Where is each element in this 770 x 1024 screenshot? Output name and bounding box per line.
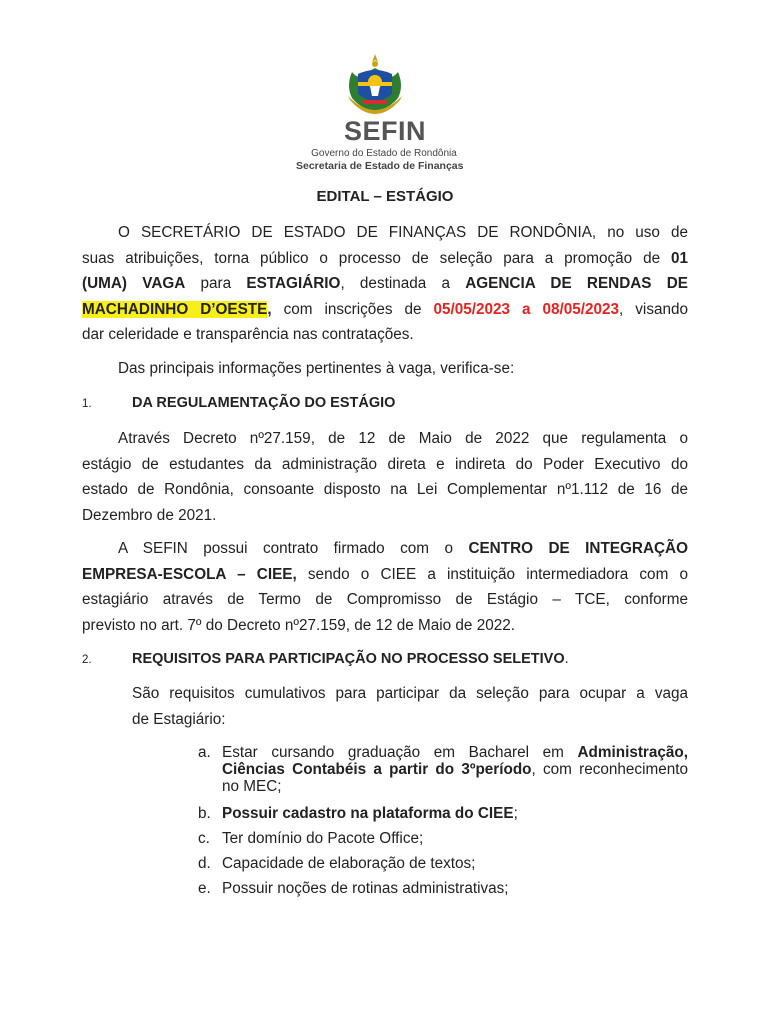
paragraph-line: Através Decreto nº27.159, de 12 de Maio de 2022 que regulamenta o	[118, 430, 688, 447]
item-text: Capacidade de elaboração de textos;	[222, 855, 476, 872]
list-marker: c.	[198, 830, 210, 847]
section-1-heading	[82, 395, 702, 411]
list-marker: b.	[198, 805, 211, 822]
item-text: Possuir noções de rotinas administrativas;	[222, 880, 509, 897]
ciee-name-part2: EMPRESA-ESCOLA – CIEE,	[82, 565, 297, 583]
paragraph-line: estagiário através de Termo de Compromisso de Estágio – TCE, conforme	[82, 591, 688, 609]
intro-text: , visando	[619, 300, 689, 318]
list-item	[198, 744, 688, 795]
sefin-logo	[296, 52, 464, 172]
paragraph-line: São requisitos cumulativos para participar da seleção para ocupar a vaga	[132, 685, 688, 702]
ciee-name-part1: CENTRO DE INTEGRAÇÃO	[468, 540, 688, 557]
paragraph-line: estado de Rondônia, consoante disposto na Lei Complementar nº1.112 de 16 de	[82, 481, 688, 499]
agency-name-part1: AGENCIA DE RENDAS DE	[465, 275, 688, 293]
coat-of-arms-icon	[342, 52, 408, 114]
document-title: EDITAL – ESTÁGIO	[316, 188, 454, 205]
section-1-paragraph-1	[82, 426, 688, 528]
section-number: 2.	[82, 654, 92, 666]
vacancy-role: ESTAGIÁRIO	[246, 275, 341, 293]
paragraph-text: sendo o CIEE a instituição intermediadora com o	[296, 565, 688, 583]
section-1-paragraph-2	[82, 536, 688, 638]
paragraph-line: de Estagiário:	[132, 710, 226, 728]
list-item	[198, 830, 688, 847]
intro-line: O SECRETÁRIO DE ESTADO DE FINANÇAS DE RONDÔNIA, no uso de	[118, 224, 688, 241]
paragraph-line: estágio de estudantes da administração direta e indireta do Poder Executivo do	[82, 455, 688, 473]
section-title-end: .	[564, 651, 569, 667]
agency-name-highlight: MACHADINHO D’OESTE	[82, 300, 268, 318]
paragraph-line: Dezembro de 2021.	[82, 506, 217, 524]
section-number: 1.	[82, 398, 92, 410]
list-marker: e.	[198, 880, 211, 897]
intro-text: , destinada a	[340, 275, 466, 293]
intro-line: suas atribuições, torna público o processo de seleção para a promoção de	[82, 249, 671, 267]
section-2-heading	[82, 651, 702, 667]
paragraph-text: A SEFIN possui contrato firmado com o	[118, 540, 469, 557]
registration-period: 05/05/2023 a 08/05/2023	[433, 300, 620, 318]
item-text: Estar cursando graduação em Bacharel em	[222, 744, 578, 761]
section-2-intro	[82, 681, 688, 732]
vacancy-count: 01	[670, 249, 688, 267]
intro2-paragraph	[82, 356, 688, 382]
list-item	[198, 855, 688, 872]
list-item	[198, 805, 688, 822]
vacancy-count-words: (UMA) VAGA	[82, 275, 186, 293]
paragraph-line: previsto no art. 7º do Decreto nº27.159, de 12 de Maio de 2022.	[82, 616, 515, 634]
intro-text: ,	[267, 300, 272, 318]
intro-text: para	[185, 275, 247, 293]
item-text: Ter domínio do Pacote Office;	[222, 830, 424, 847]
list-marker: d.	[198, 855, 211, 872]
item-text: ;	[513, 805, 518, 822]
list-marker: a.	[198, 744, 211, 761]
intro-text: com inscrições de	[271, 300, 434, 318]
item-emphasis: Possuir cadastro na plataforma do CIEE	[222, 805, 514, 822]
brand-subtitle-government: Governo do Estado de Rondônia	[311, 148, 457, 159]
intro-line: dar celeridade e transparência nas contratações.	[82, 326, 414, 344]
section-title: REQUISITOS PARA PARTICIPAÇÃO NO PROCESSO SELETIVO	[132, 651, 565, 667]
section-title: DA REGULAMENTAÇÃO DO ESTÁGIO	[132, 395, 396, 411]
intro2-text: Das principais informações pertinentes à vaga, verifica-se:	[118, 360, 515, 377]
item-emphasis: Administração, Ciências Contabéis a partir do 3ºperíodo	[222, 744, 688, 778]
intro-paragraph	[82, 220, 688, 348]
requirements-list	[198, 744, 688, 897]
item-text: , com reconhecimento no MEC;	[222, 761, 688, 795]
brand-subtitle-secretariat: Secretaria de Estado de Finanças	[296, 160, 464, 172]
brand-name: SEFIN	[344, 116, 427, 146]
list-item	[198, 880, 688, 897]
